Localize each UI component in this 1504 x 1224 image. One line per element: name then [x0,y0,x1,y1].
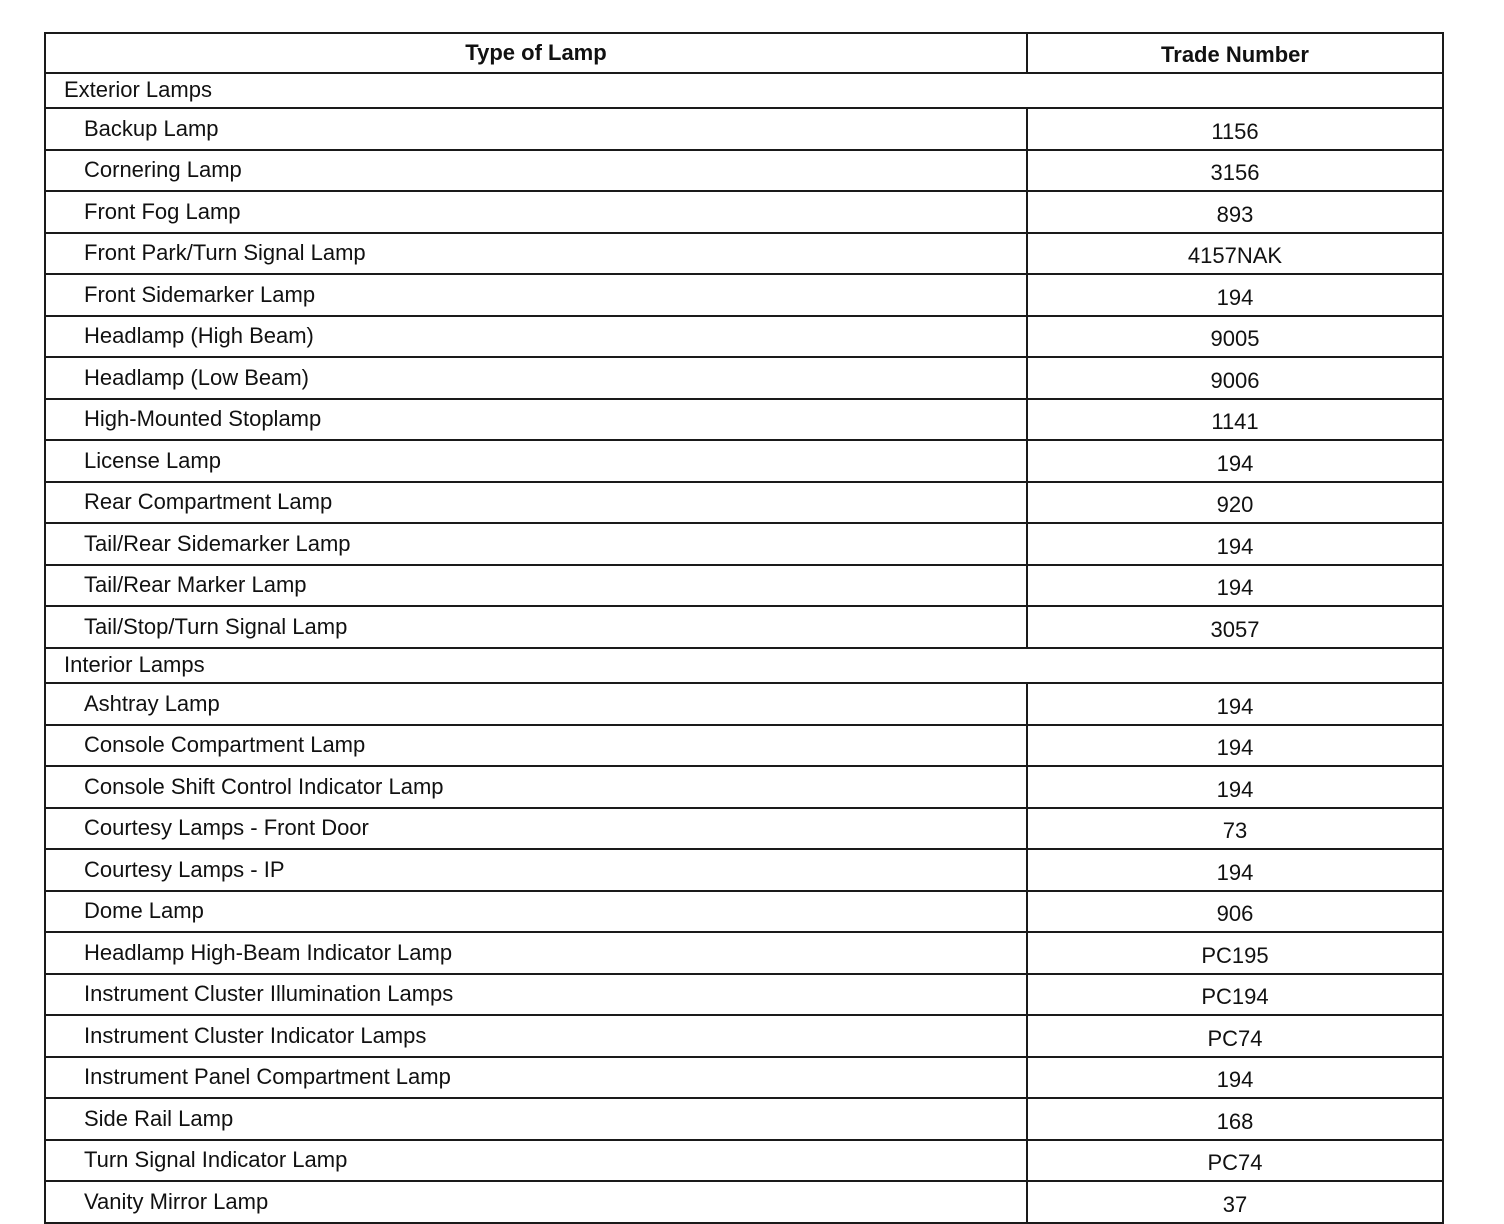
table-header [45,33,1443,73]
table-row [45,108,1443,150]
table-row [45,683,1443,725]
trade-number-cell: 920 [1027,482,1443,524]
table-row [45,482,1443,524]
table-row [45,523,1443,565]
trade-number-cell: 194 [1027,683,1443,725]
table-row [45,399,1443,441]
lamp-name-cell: Instrument Cluster Illumination Lamps [45,974,1027,1016]
table-row [45,1015,1443,1057]
table-body [45,73,1443,1223]
table-row [45,565,1443,607]
table-row [45,1057,1443,1099]
table-row [45,932,1443,974]
trade-number-cell: PC194 [1027,974,1443,1016]
lamp-name-cell: Tail/Rear Marker Lamp [45,565,1027,607]
table-row [45,1098,1443,1140]
table-row [45,316,1443,358]
trade-number-cell: 3156 [1027,150,1443,192]
table-row [45,808,1443,850]
trade-number-cell: 194 [1027,274,1443,316]
lamp-name-cell: Rear Compartment Lamp [45,482,1027,524]
lamp-name-cell: Headlamp (High Beam) [45,316,1027,358]
trade-number-cell: 37 [1027,1181,1443,1223]
table-row [45,274,1443,316]
section-title: Exterior Lamps [45,73,1443,109]
trade-number-cell: PC74 [1027,1015,1443,1057]
trade-number-cell: 9006 [1027,357,1443,399]
lamp-name-cell: Tail/Stop/Turn Signal Lamp [45,606,1027,648]
trade-number-cell: 194 [1027,565,1443,607]
lamp-name-cell: Courtesy Lamps - Front Door [45,808,1027,850]
table-row [45,849,1443,891]
lamp-name-cell: Dome Lamp [45,891,1027,933]
section-row [45,648,1443,684]
table-row [45,1140,1443,1182]
trade-number-cell: 73 [1027,808,1443,850]
lamp-name-cell: Courtesy Lamps - IP [45,849,1027,891]
trade-number-cell: 194 [1027,849,1443,891]
lamp-name-cell: Tail/Rear Sidemarker Lamp [45,523,1027,565]
lamp-table [44,32,1444,1224]
trade-number-cell: 168 [1027,1098,1443,1140]
header-row [45,33,1443,73]
table-row [45,1181,1443,1223]
trade-number-cell: 4157NAK [1027,233,1443,275]
lamp-name-cell: Instrument Panel Compartment Lamp [45,1057,1027,1099]
trade-number-cell: 194 [1027,523,1443,565]
trade-number-cell: 9005 [1027,316,1443,358]
lamp-name-cell: High-Mounted Stoplamp [45,399,1027,441]
lamp-name-cell: Ashtray Lamp [45,683,1027,725]
lamp-name-cell: Headlamp (Low Beam) [45,357,1027,399]
table-row [45,440,1443,482]
table-row [45,606,1443,648]
table-row [45,725,1443,767]
table-row [45,357,1443,399]
trade-number-cell: 1141 [1027,399,1443,441]
lamp-name-cell: Vanity Mirror Lamp [45,1181,1027,1223]
trade-number-cell: 3057 [1027,606,1443,648]
lamp-name-cell: License Lamp [45,440,1027,482]
trade-number-cell: 194 [1027,725,1443,767]
trade-number-cell: 906 [1027,891,1443,933]
trade-number-cell: PC74 [1027,1140,1443,1182]
table-row [45,891,1443,933]
lamp-name-cell: Headlamp High-Beam Indicator Lamp [45,932,1027,974]
table-row [45,191,1443,233]
lamp-name-cell: Front Park/Turn Signal Lamp [45,233,1027,275]
trade-number-cell: 1156 [1027,108,1443,150]
trade-number-cell: 194 [1027,440,1443,482]
section-row [45,73,1443,109]
lamp-name-cell: Console Shift Control Indicator Lamp [45,766,1027,808]
trade-number-cell: 194 [1027,1057,1443,1099]
table-row [45,974,1443,1016]
lamp-name-cell: Console Compartment Lamp [45,725,1027,767]
table-row [45,150,1443,192]
lamp-name-cell: Instrument Cluster Indicator Lamps [45,1015,1027,1057]
header-type-of-lamp: Type of Lamp [45,33,1027,73]
header-trade-number: Trade Number [1027,33,1443,73]
table-row [45,766,1443,808]
lamp-name-cell: Backup Lamp [45,108,1027,150]
table-row [45,233,1443,275]
lamp-name-cell: Front Fog Lamp [45,191,1027,233]
lamp-name-cell: Front Sidemarker Lamp [45,274,1027,316]
trade-number-cell: 893 [1027,191,1443,233]
lamp-name-cell: Turn Signal Indicator Lamp [45,1140,1027,1182]
lamp-name-cell: Cornering Lamp [45,150,1027,192]
section-title: Interior Lamps [45,648,1443,684]
trade-number-cell: PC195 [1027,932,1443,974]
trade-number-cell: 194 [1027,766,1443,808]
lamp-name-cell: Side Rail Lamp [45,1098,1027,1140]
